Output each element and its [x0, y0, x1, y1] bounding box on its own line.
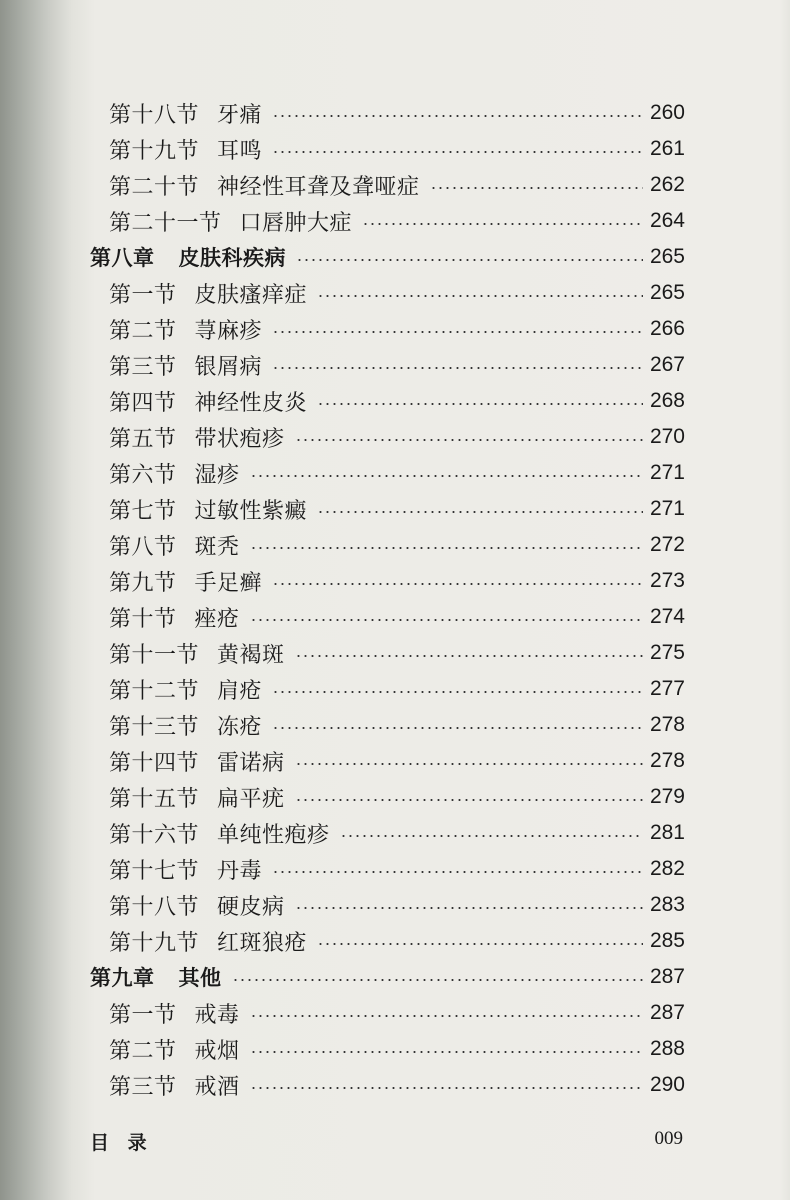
section-title: 痤疮 [194, 606, 240, 632]
section-number: 第七节 [109, 498, 177, 524]
toc-page-number: 273 [649, 569, 685, 592]
dot-leader [362, 223, 643, 225]
toc-entry-label [109, 494, 311, 525]
section-number: 第十五节 [109, 786, 200, 812]
toc-page-number: 271 [649, 497, 685, 520]
dot-leader [272, 115, 643, 117]
toc-page-number: 272 [649, 533, 685, 556]
section-title: 冻疮 [217, 714, 263, 740]
toc-chapter-row [90, 959, 685, 995]
section-number: 第十八节 [109, 894, 200, 920]
toc-page-number: 265 [649, 245, 685, 268]
toc-section-row [90, 419, 685, 455]
toc-section-row [90, 383, 685, 419]
chapter-number: 第九章 [90, 966, 155, 990]
section-title: 带状疱疹 [194, 426, 285, 452]
toc-section-row [90, 815, 685, 851]
toc-page-number: 285 [649, 929, 685, 952]
dot-leader [295, 763, 643, 765]
dot-leader [295, 439, 643, 441]
toc-entry-label [109, 674, 266, 705]
toc-chapter-row [90, 239, 685, 275]
toc-entry-label [109, 1034, 244, 1065]
dot-leader [250, 547, 643, 549]
section-number: 第一节 [109, 282, 177, 308]
section-number: 第十四节 [109, 750, 200, 776]
toc-entry-label [109, 746, 289, 777]
section-number: 第二节 [109, 318, 177, 344]
toc-page-number: 274 [649, 605, 685, 628]
toc-page-number: 277 [649, 677, 685, 700]
toc-page-number: 275 [649, 641, 685, 664]
toc-entry-label [109, 602, 244, 633]
toc-section-row [90, 347, 685, 383]
dot-leader [272, 871, 643, 873]
toc-page-number: 287 [649, 1001, 685, 1024]
dot-leader [272, 331, 643, 333]
toc-page-number: 261 [649, 137, 685, 160]
toc-section-row [90, 563, 685, 599]
toc-page-number: 281 [649, 821, 685, 844]
dot-leader [317, 295, 643, 297]
dot-leader [272, 367, 643, 369]
toc-entry-label [109, 926, 311, 957]
toc-page-number: 260 [649, 101, 685, 124]
section-number: 第二十一节 [109, 210, 222, 236]
toc-page-number: 266 [649, 317, 685, 340]
toc-entry-label [109, 638, 289, 669]
section-number: 第五节 [109, 426, 177, 452]
section-title: 过敏性紫癜 [194, 498, 308, 524]
dot-leader [295, 799, 643, 801]
section-title: 荨麻疹 [194, 318, 263, 344]
dot-leader [250, 1087, 643, 1089]
toc-page-number: 278 [649, 749, 685, 772]
section-title: 神经性皮炎 [194, 390, 308, 416]
toc-section-row [90, 743, 685, 779]
section-title: 黄褐斑 [217, 642, 285, 668]
toc-page-number: 283 [649, 893, 685, 916]
section-title: 湿疹 [194, 462, 240, 488]
dot-leader [272, 583, 643, 585]
section-title: 硬皮病 [217, 894, 285, 920]
section-title: 扁平疣 [217, 786, 285, 812]
section-number: 第二节 [109, 1038, 177, 1064]
section-number: 第一节 [109, 1002, 177, 1028]
toc-section-row [90, 275, 685, 311]
toc-page-number: 267 [649, 353, 685, 376]
section-title: 皮肤瘙痒症 [194, 282, 308, 308]
toc-section-row [90, 779, 685, 815]
toc-entry-label [109, 998, 244, 1029]
table-of-contents [90, 95, 685, 1103]
toc-entry-label [109, 1070, 244, 1101]
toc-page-number: 265 [649, 281, 685, 304]
toc-page-number: 290 [649, 1073, 685, 1096]
section-title: 戒毒 [194, 1002, 240, 1028]
toc-entry-label [109, 782, 289, 813]
toc-page-number: 278 [649, 713, 685, 736]
page-number: 009 [654, 1128, 683, 1149]
dot-leader [430, 187, 643, 189]
section-title: 耳鸣 [217, 138, 263, 164]
section-number: 第十三节 [109, 714, 200, 740]
dot-leader [295, 907, 643, 909]
toc-entry-label [109, 206, 356, 237]
section-number: 第九节 [109, 570, 177, 596]
toc-page-number: 262 [649, 173, 685, 196]
toc-entry-label [109, 710, 266, 741]
toc-page-number: 279 [649, 785, 685, 808]
dot-leader [272, 727, 643, 729]
running-footer-title: 目 录 [90, 1132, 153, 1154]
dot-leader [317, 943, 643, 945]
section-number: 第三节 [109, 354, 177, 380]
section-number: 第十八节 [109, 102, 200, 128]
section-title: 神经性耳聋及聋哑症 [217, 174, 420, 200]
section-title: 红斑狼疮 [217, 930, 308, 956]
toc-section-row [90, 527, 685, 563]
toc-section-row [90, 887, 685, 923]
chapter-number: 第八章 [90, 246, 155, 270]
toc-entry-label [109, 170, 424, 201]
section-title: 银屑病 [194, 354, 263, 380]
toc-page-number: 270 [649, 425, 685, 448]
toc-entry-label [109, 818, 334, 849]
section-number: 第十一节 [109, 642, 200, 668]
section-title: 口唇肿大症 [239, 210, 353, 236]
toc-entry-label [109, 458, 244, 489]
toc-section-row [90, 491, 685, 527]
dot-leader [296, 259, 643, 261]
toc-entry-label [109, 98, 266, 129]
toc-entry-label [109, 566, 266, 597]
toc-entry-label [90, 962, 226, 992]
section-number: 第四节 [109, 390, 177, 416]
toc-page-number: 287 [649, 965, 685, 988]
section-number: 第十九节 [109, 138, 200, 164]
section-number: 第二十节 [109, 174, 200, 200]
section-number: 第十六节 [109, 822, 200, 848]
toc-page-number: 282 [649, 857, 685, 880]
section-title: 单纯性疱疹 [217, 822, 330, 848]
toc-section-row [90, 167, 685, 203]
toc-section-row [90, 707, 685, 743]
section-title: 手足癣 [194, 570, 263, 596]
toc-section-row [90, 131, 685, 167]
toc-page-number: 264 [649, 209, 685, 232]
toc-entry-label [109, 134, 266, 165]
toc-section-row [90, 1031, 685, 1067]
toc-section-row [90, 995, 685, 1031]
toc-section-row [90, 1067, 685, 1103]
toc-section-row [90, 311, 685, 347]
dot-leader [272, 151, 643, 153]
dot-leader [250, 475, 643, 477]
section-title: 牙痛 [217, 102, 263, 128]
dot-leader [295, 655, 643, 657]
dot-leader [340, 835, 643, 837]
dot-leader [250, 619, 643, 621]
toc-entry-label [109, 386, 311, 417]
dot-leader [232, 979, 644, 981]
toc-page-number: 271 [649, 461, 685, 484]
section-number: 第十七节 [109, 858, 200, 884]
section-number: 第八节 [109, 534, 177, 560]
chapter-title: 其他 [178, 966, 222, 990]
toc-entry-label [109, 422, 289, 453]
toc-section-row [90, 671, 685, 707]
section-number: 第十九节 [109, 930, 200, 956]
toc-section-row [90, 635, 685, 671]
toc-section-row [90, 599, 685, 635]
section-title: 雷诺病 [217, 750, 285, 776]
section-number: 第六节 [109, 462, 177, 488]
toc-entry-label [109, 890, 289, 921]
dot-leader [250, 1015, 643, 1017]
section-number: 第三节 [109, 1074, 177, 1100]
toc-section-row [90, 203, 685, 239]
toc-entry-label [109, 530, 244, 561]
toc-entry-label [109, 350, 266, 381]
toc-entry-label [109, 854, 266, 885]
dot-leader [317, 511, 643, 513]
toc-entry-label [90, 242, 290, 272]
dot-leader [250, 1051, 643, 1053]
section-number: 第十二节 [109, 678, 200, 704]
dot-leader [272, 691, 643, 693]
section-title: 斑秃 [194, 534, 240, 560]
section-title: 戒酒 [194, 1074, 240, 1100]
toc-section-row [90, 851, 685, 887]
section-title: 丹毒 [217, 858, 263, 884]
toc-entry-label [109, 278, 311, 309]
section-title: 戒烟 [194, 1038, 240, 1064]
toc-section-row [90, 95, 685, 131]
toc-section-row [90, 923, 685, 959]
dot-leader [317, 403, 643, 405]
toc-page-number: 288 [649, 1037, 685, 1060]
section-number: 第十节 [109, 606, 177, 632]
chapter-title: 皮肤科疾病 [178, 246, 286, 270]
section-title: 肩疮 [217, 678, 263, 704]
toc-section-row [90, 455, 685, 491]
toc-page-number: 268 [649, 389, 685, 412]
toc-entry-label [109, 314, 266, 345]
